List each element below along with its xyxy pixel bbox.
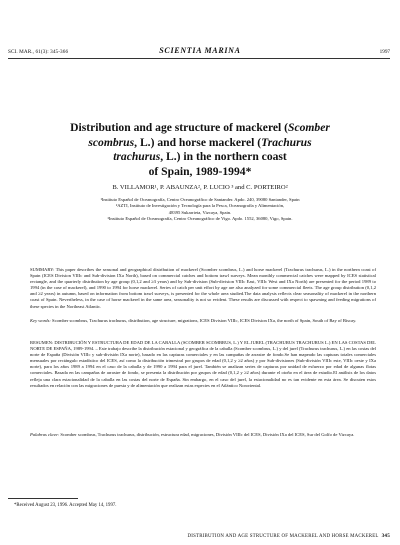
summary-label: SUMMARY:: [30, 267, 55, 272]
page-number: 345: [381, 533, 390, 539]
keywords-label: Key words:: [30, 318, 51, 323]
title-part: , L.) and horse mackerel (: [134, 135, 262, 149]
title-part: of Spain, 1989-1994*: [148, 164, 252, 178]
publication-year: 1997: [379, 49, 390, 55]
title-part: Distribution and age structure of mackerel (: [70, 121, 289, 134]
keywords: [30, 318, 376, 324]
journal-name: SCIENTIA MARINA: [159, 46, 241, 55]
resumen-text: – Este trabajo describe la distribución estacional y geográfica de la caballa (Scomber scombrus, L.) y del jurel (Trachurus trachurus, L.) en las costas del norte de España (División VIIIc y sub-división IXa norte), basado en las capturas comerciales y en las campañas de arrastre de fondo.Se han mapeado las capturas totales comerciales mensuales por rectángulo estadístico del ICES, así como la distribución trimestral por grupos de edad (0,1,2 y ≥2 años) y por Sub-divisiones (Sub-división VIIIc este, VIIIc oeste y IXa norte), para los años 1989 a 1994 en el caso de la caballa y de 1990 a 1994 para el jurel. También se analizan series de capturas por unidad de esfuerzo por edad de algunas flotas comerciales. Basada en las campañas de arrastre de fondo, se presenta la distribución por grupos de edad (0,1,2 y ≥2 años) durante el otoño en el área de estudio.El análisis de los datos refleja una clara estacionalidad de la caballa en las costas del norte de España. Sin embargo, en el caso del jurel, la estacionalidad no es tan evidente en esta área. Se discuten estos resultados en relación con las migraciones de puesta y de alimentación que realizan estas especies en el Atlántico Nororiental.: [30, 346, 376, 388]
affiliation: ¹Instituto Español de Oceanografía, Centro Oceanográfico de Santander. Apdo. 240, 39080 Santander, Spain: [100, 197, 300, 202]
paper-title: [20, 121, 380, 179]
page-footer: [188, 533, 390, 539]
footnote-rule: [8, 498, 78, 499]
affiliation: ³Instituto Español de Oceanografía, Centro Oceanográfico de Vigo. Apdo. 1552, 36080, Vigo, Spain.: [107, 215, 293, 221]
journal-citation: SCI. MAR., 61(3): 345-366: [8, 49, 69, 55]
author-list: B. VILLAMOR¹, P. ABAUNZA², P. LUCIO ³ and C. PORTEIRO²: [112, 184, 288, 191]
palabras-label: Palabras clave:: [30, 432, 60, 437]
running-title: DISTRIBUTION AND AGE STRUCTURE OF MACKEREL AND HORSE MACKEREL: [187, 534, 379, 539]
title-species: Trachurus: [261, 135, 312, 149]
abstract-resumen: [30, 340, 376, 389]
palabras-clave: [30, 432, 376, 438]
received-footnote: *Received August 23, 1996. Accepted May 14, 1997.: [14, 503, 117, 508]
title-part: , L.) in the northern coast: [160, 150, 287, 164]
affiliations: [60, 197, 340, 222]
title-species: trachurus: [113, 150, 161, 164]
title-species: scombrus: [88, 135, 135, 149]
summary-text: This paper describes the seasonal and geographical distribution of mackerel (Scomber scombrus, L.) and horse mackerel (Trachurus trachurus, L.) in the northern coast of Spain (ICES Division VIIIc and Sub-division IXa North), based on commercial catches and bottom trawl surveys. Mean monthly commercial catches were mapped by ICES statistical rectangle, and the quarterly distribution by age group (0,1,2 and ≥3 years) and by Sub-division (Sub-division VIIIc East, VIIIc West and IXa North) are presented for the period 1989 to 1994 (in the case of mackerel), and 1990 to 1994 for horse mackerel. Series of catch per unit effort by age are also analyzed for some commercial fleets. The age group distribution (0,1,2 and ≥2 years) in autumn, based on information from bottom trawl surveys, is presented for the whole area studied.The data analysis reflects clear seasonality of mackerel in the northern coast of Spain. Nevertheless, in the case of horse mackerel in the same area, seasonality is not so evident. These results are discussed with respect to spawning and feeding migrations of these species in the Northeast Atlantic.: [30, 267, 376, 309]
affiliation: ²AZTI, Instituto de Investigación y Tecnología para la Pesca, Oceanografía y Alimentación,: [115, 203, 285, 209]
keywords-text: Scomber scombrus, Trachurus trachurus, distribution, age structure, migrations, ICES Division VIIIc, ICES Division IXa, the north of Spain, South of Bay of Biscay.: [52, 318, 357, 323]
header-rule: [8, 58, 390, 59]
palabras-text: Scomber scombrus, Trachurus trachurus, distribución, estructura edad, migraciones, División VIIIc del ICES, División IXa del ICES, Sur del Golfo de Vizcaya.: [60, 432, 355, 437]
abstract-summary: [30, 267, 376, 310]
affiliation: 48395 Sukarrieta, Vizcaya, Spain.: [168, 209, 232, 215]
title-species: Scomber: [288, 121, 330, 134]
resumen-label: RESUMEN:: [30, 340, 54, 345]
resumen-heading: DISTRIBUCIÓN Y ESTRUCTURA DE EDAD DE LA CABALLA (SCOMBER SCOMBRUS, L.) Y EL JUREL (TRACHURUS TRACHURUS L.) EN LAS COSTAS DEL NORTE DE ESPAÑA, 1989-1994.: [30, 340, 376, 352]
